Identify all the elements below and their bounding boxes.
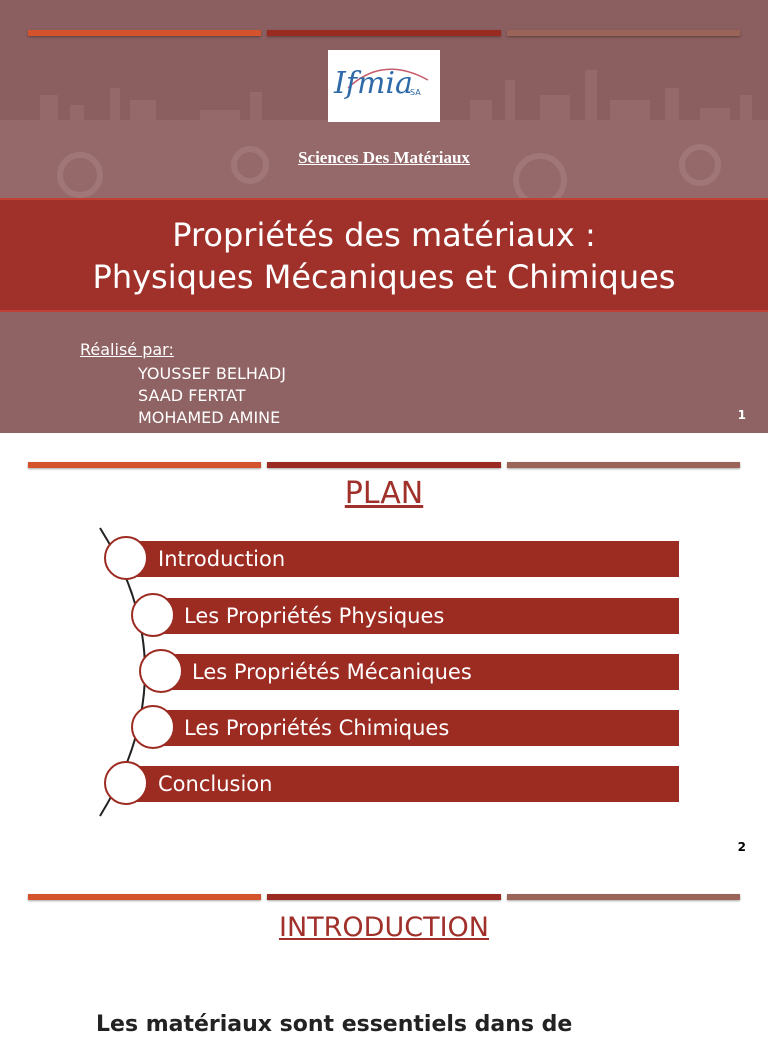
plan-item: Les Propriétés Physiques	[152, 598, 679, 634]
ifmia-logo: Ifmia SA	[328, 50, 440, 122]
plan-title: PLAN	[344, 476, 424, 511]
subject-heading: Sciences Des Matériaux	[298, 148, 470, 167]
plan-bullet-circle	[104, 761, 148, 805]
author-name: SAAD FERTAT	[138, 386, 246, 405]
plan-item: Les Propriétés Mécaniques	[160, 654, 679, 690]
plan-bullet-circle	[131, 593, 175, 637]
title-slide	[0, 0, 768, 433]
title-band	[0, 198, 768, 312]
plan-bullet-circle	[104, 536, 148, 580]
plan-item: Les Propriétés Chimiques	[152, 710, 679, 746]
plan-item: Introduction	[124, 541, 679, 577]
plan-item: Conclusion	[124, 766, 679, 802]
introduction-title: INTRODUCTION	[279, 912, 489, 943]
decorative-bars	[28, 30, 740, 36]
author-name: MOHAMED AMINE	[138, 408, 281, 427]
realise-label: Réalisé par:	[80, 340, 174, 359]
title-line-2: Physiques Mécaniques et Chimiques	[92, 258, 676, 296]
plan-bullet-circle	[131, 705, 175, 749]
introduction-slide	[0, 880, 768, 1037]
decorative-bars	[28, 894, 740, 900]
title-line-1: Propriétés des matériaux :	[172, 216, 596, 254]
introduction-text: Les matériaux sont essentiels dans de	[96, 1012, 573, 1037]
page-number: 2	[737, 840, 746, 854]
author-name: YOUSSEF BELHADJ	[138, 364, 286, 383]
page-number: 1	[737, 408, 746, 422]
plan-bullet-circle	[139, 649, 183, 693]
plan-slide	[0, 440, 768, 860]
